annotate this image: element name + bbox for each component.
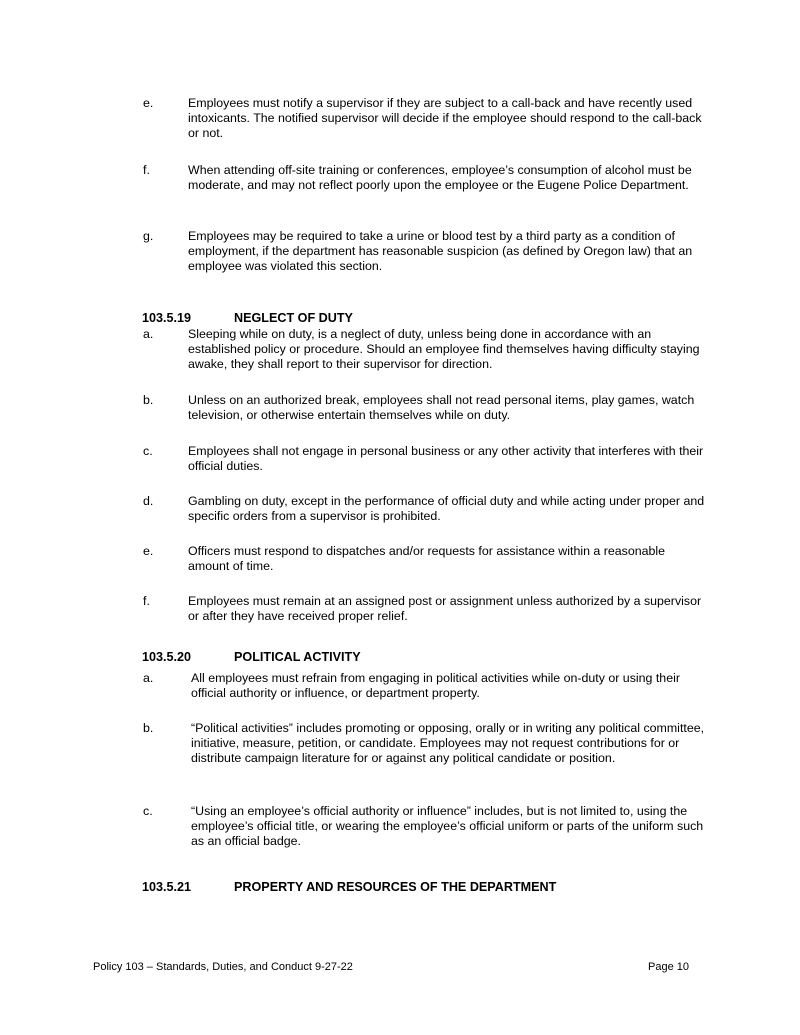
item-letter: b.: [143, 721, 154, 735]
item-letter: f.: [143, 163, 150, 177]
item-letter: c.: [143, 804, 153, 818]
item-letter: a.: [143, 327, 154, 341]
section-title: POLITICAL ACTIVITY: [234, 650, 361, 664]
item-text: When attending off-site training or conferences, employee’s consumption of alcohol must be moderate, and may not reflect poorly upon the employee or the Eugene Police Department.: [188, 163, 692, 192]
item-text: Employees shall not engage in personal business or any other activity that interferes with their official duties.: [188, 444, 704, 473]
item-text: Employees must notify a supervisor if they are subject to a call-back and have recently used intoxicants. The notified supervisor will decide if the employee should respond to the call-back or not.: [188, 96, 702, 140]
section-number: 103.5.19: [142, 311, 192, 325]
footer-document-title: Policy 103 – Standards, Duties, and Conduct 9-27-22: [93, 961, 353, 973]
item-letter: d.: [143, 494, 154, 508]
item-letter: g.: [143, 229, 154, 243]
item-letter: b.: [143, 393, 154, 407]
item-text: Gambling on duty, except in the performance of official duty and while acting under proper and specific orders from a supervisor is prohibited.: [188, 494, 705, 523]
item-text: All employees must refrain from engaging in political activities while on-duty or using their official authority or influence, or department property.: [191, 671, 680, 700]
item-text: Sleeping while on duty, is a neglect of duty, unless being done in accordance with an established policy or procedure. Should an employee find themselves having difficulty staying awake, they shall report to their supervisor for direction.: [188, 327, 700, 371]
section-number: 103.5.20: [142, 650, 192, 664]
section-title: PROPERTY AND RESOURCES OF THE DEPARTMENT: [234, 880, 557, 894]
footer-page-number: Page 10: [648, 961, 689, 973]
item-letter: c.: [143, 444, 153, 458]
item-letter: f.: [143, 594, 150, 608]
item-text: Employees may be required to take a urine or blood test by a third party as a condition of employment, if the department has reasonable suspicion (as defined by Oregon law) that an employee was violated this section.: [188, 229, 693, 273]
item-letter: a.: [143, 671, 154, 685]
item-text: “Using an employee’s official authority or influence” includes, but is not limited to, using the employee’s official title, or wearing the employee’s official uniform or parts of the uniform such as an official badge.: [191, 804, 704, 848]
item-text: Employees must remain at an assigned post or assignment unless authorized by a supervisor or after they have received proper relief.: [188, 594, 702, 623]
section-title: NEGLECT OF DUTY: [234, 311, 353, 325]
item-letter: e.: [143, 544, 154, 558]
section-number: 103.5.21: [142, 880, 192, 894]
item-letter: e.: [143, 96, 154, 110]
item-text: “Political activities” includes promoting or opposing, orally or in writing any political committee, initiative, measure, petition, or candidate. Employees may not request contributions for or distribute campaign literature for or against any political candidate or position.: [191, 721, 705, 765]
item-text: Unless on an authorized break, employees shall not read personal items, play games, watch television, or otherwise entertain themselves while on duty.: [188, 393, 695, 422]
item-text: Officers must respond to dispatches and/or requests for assistance within a reasonable amount of time.: [188, 544, 666, 573]
